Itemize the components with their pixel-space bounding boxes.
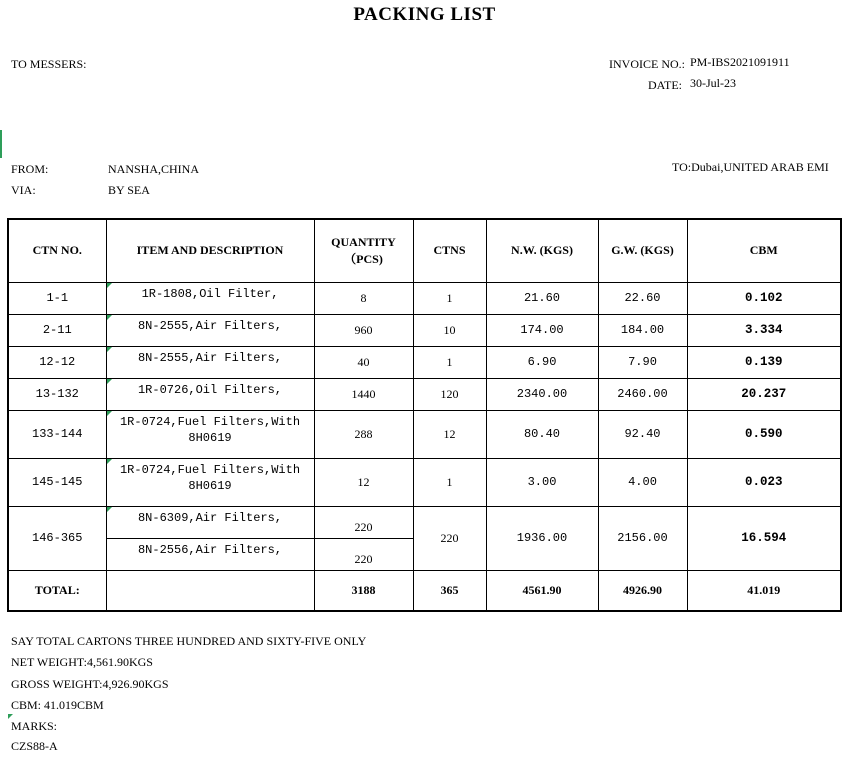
comment-marker xyxy=(107,347,112,352)
ctn-no-cell: 13-132 xyxy=(8,378,106,410)
nw-cell: 80.40 xyxy=(486,410,598,458)
description-text: 1R-0724,Fuel Filters,With xyxy=(119,414,301,429)
gw-cell: 92.40 xyxy=(598,410,687,458)
total-cbm: 41.019 xyxy=(687,570,841,611)
header-ctns: CTNS xyxy=(413,219,486,282)
ctn-no-cell: 2-11 xyxy=(8,314,106,346)
nw-cell: 21.60 xyxy=(486,282,598,314)
table-header-row xyxy=(8,219,841,282)
table-row xyxy=(8,410,841,458)
description-cell xyxy=(106,346,314,378)
comment-marker xyxy=(107,315,112,320)
description-text: 8N-2555,Air Filters, xyxy=(137,350,283,365)
cbm-cell: 16.594 xyxy=(687,506,841,570)
cbm-cell: 0.023 xyxy=(687,458,841,506)
nw-cell: 2340.00 xyxy=(486,378,598,410)
description-text: 8N-6309,Air Filters, xyxy=(137,510,283,525)
from-label: FROM: xyxy=(11,162,49,176)
ctns-cell: 12 xyxy=(413,410,486,458)
via-label: VIA: xyxy=(11,183,36,197)
quantity-cell: 288 xyxy=(314,410,413,458)
total-ctns: 365 xyxy=(413,570,486,611)
description-text: 1R-0724,Fuel Filters,With xyxy=(119,462,301,477)
comment-marker xyxy=(107,283,112,288)
total-quantity: 3188 xyxy=(314,570,413,611)
ctns-cell: 1 xyxy=(413,346,486,378)
total-gw: 4926.90 xyxy=(598,570,687,611)
header-quantity-line2: （PCS) xyxy=(344,251,383,266)
nw-cell: 3.00 xyxy=(486,458,598,506)
nw-cell: 6.90 xyxy=(486,346,598,378)
description-text: 1R-0726,Oil Filters, xyxy=(137,382,283,397)
description-cell xyxy=(106,378,314,410)
gw-cell: 184.00 xyxy=(598,314,687,346)
nw-cell: 1936.00 xyxy=(486,506,598,570)
ctns-cell: 220 xyxy=(413,506,486,570)
gw-cell: 2156.00 xyxy=(598,506,687,570)
header-cbm: CBM xyxy=(687,219,841,282)
total-description-empty xyxy=(106,570,314,611)
description-cell xyxy=(106,282,314,314)
quantity-cell: 220 xyxy=(314,506,413,538)
description-cell xyxy=(106,410,314,458)
cbm-cell: 0.102 xyxy=(687,282,841,314)
gw-cell: 22.60 xyxy=(598,282,687,314)
description-cell xyxy=(106,506,314,538)
comment-marker xyxy=(107,459,112,464)
via-value: BY SEA xyxy=(108,183,150,197)
quantity-cell: 8 xyxy=(314,282,413,314)
cbm-cell: 3.334 xyxy=(687,314,841,346)
ctns-cell: 1 xyxy=(413,282,486,314)
invoice-number: PM-IBS2021091911 xyxy=(690,55,790,69)
quantity-cell: 960 xyxy=(314,314,413,346)
header-gw: G.W. (KGS) xyxy=(598,219,687,282)
ctns-cell: 120 xyxy=(413,378,486,410)
comment-marker xyxy=(107,379,112,384)
packing-table xyxy=(7,218,842,612)
description-cell xyxy=(106,458,314,506)
description-cell xyxy=(106,538,314,570)
header-quantity xyxy=(314,219,413,282)
quantity-cell: 1440 xyxy=(314,378,413,410)
from-value: NANSHA,CHINA xyxy=(108,162,200,176)
ctn-no-cell: 1-1 xyxy=(8,282,106,314)
gw-cell: 4.00 xyxy=(598,458,687,506)
table-row xyxy=(8,346,841,378)
marks-value: CZS88-A xyxy=(11,739,58,753)
to-messers-label: TO MESSERS: xyxy=(11,57,87,71)
ctn-no-cell: 133-144 xyxy=(8,410,106,458)
table-row xyxy=(8,458,841,506)
description-cell xyxy=(106,314,314,346)
invoice-label: INVOICE NO.: xyxy=(609,57,685,71)
quantity-cell: 40 xyxy=(314,346,413,378)
ctns-cell: 1 xyxy=(413,458,486,506)
page-title: PACKING LIST xyxy=(353,4,496,25)
description-text: 8N-2555,Air Filters, xyxy=(137,318,283,333)
date-value: 30-Jul-23 xyxy=(690,76,736,90)
cbm-cell: 0.590 xyxy=(687,410,841,458)
header-nw: N.W. (KGS) xyxy=(486,219,598,282)
header-item: ITEM AND DESCRIPTION xyxy=(106,219,314,282)
sheet-edge-marker xyxy=(0,130,2,158)
comment-marker xyxy=(107,411,112,416)
gw-cell: 2460.00 xyxy=(598,378,687,410)
date-label: DATE: xyxy=(648,78,682,92)
header-ctn-no: CTN NO. xyxy=(8,219,106,282)
say-total: SAY TOTAL CARTONS THREE HUNDRED AND SIXTY-FIVE ONLY xyxy=(11,634,367,648)
table-row xyxy=(8,282,841,314)
cbm-cell: 20.237 xyxy=(687,378,841,410)
table-row xyxy=(8,314,841,346)
ctns-cell: 10 xyxy=(413,314,486,346)
description-text-line2: 8H0619 xyxy=(188,478,232,493)
cbm-cell: 0.139 xyxy=(687,346,841,378)
nw-cell: 174.00 xyxy=(486,314,598,346)
header-quantity-line1: QUANTITY xyxy=(331,234,396,249)
net-weight: NET WEIGHT:4,561.90KGS xyxy=(11,655,153,669)
quantity-cell: 220 xyxy=(314,538,413,570)
description-text: 8N-2556,Air Filters, xyxy=(137,542,283,557)
table-row-merged-a xyxy=(8,506,841,538)
table-row xyxy=(8,378,841,410)
comment-marker xyxy=(107,507,112,512)
marks-label: MARKS: xyxy=(11,719,58,733)
ctn-no-cell: 145-145 xyxy=(8,458,106,506)
total-nw: 4561.90 xyxy=(486,570,598,611)
total-label: TOTAL: xyxy=(8,570,106,611)
description-text-line2: 8H0619 xyxy=(188,430,232,445)
cbm-total: CBM: 41.019CBM xyxy=(11,698,104,712)
gross-weight: GROSS WEIGHT:4,926.90KGS xyxy=(11,677,169,691)
description-text: 1R-1808,Oil Filter, xyxy=(141,286,279,301)
ctn-no-cell: 12-12 xyxy=(8,346,106,378)
destination: TO:Dubai,UNITED ARAB EMI xyxy=(672,160,829,174)
quantity-cell: 12 xyxy=(314,458,413,506)
gw-cell: 7.90 xyxy=(598,346,687,378)
table-total-row xyxy=(8,570,841,611)
ctn-no-cell: 146-365 xyxy=(8,506,106,570)
